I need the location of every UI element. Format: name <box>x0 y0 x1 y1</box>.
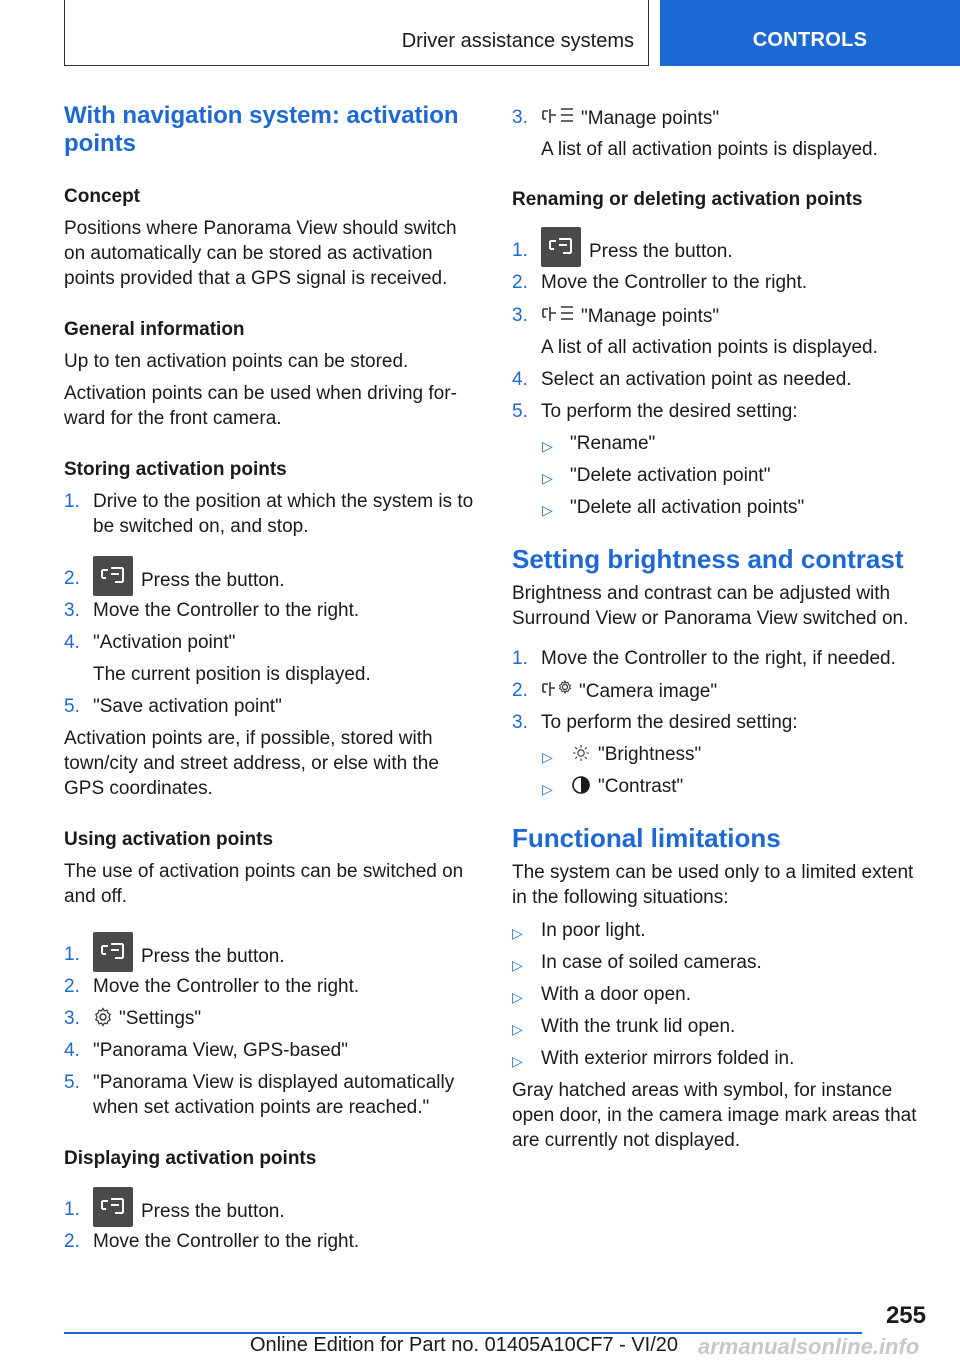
step-text: "Activation point" <box>93 632 236 653</box>
triangle-bullet-icon: ▷ <box>542 438 553 454</box>
paragraph-general-1: Up to ten activation points can be stored. <box>64 351 409 372</box>
step-number: 3. <box>512 107 528 128</box>
step-number: 3. <box>64 600 80 621</box>
step-number: 4. <box>64 632 80 653</box>
step-number: 1. <box>64 491 80 512</box>
step-number: 2. <box>64 1231 80 1252</box>
paragraph-limitations-note: Gray hatched areas with symbol, for instance open door, in the camera image mark areas that are currently not displayed. <box>512 1080 917 1151</box>
triangle-bullet-icon: ▷ <box>512 957 523 973</box>
triangle-bullet-icon: ▷ <box>542 749 553 765</box>
step-text: Press the button. <box>141 946 285 967</box>
header-section-box <box>64 0 649 66</box>
brightness-icon <box>570 743 592 770</box>
step-text: Move the Controller to the right. <box>93 976 360 997</box>
option-text: "Contrast" <box>598 776 684 797</box>
triangle-bullet-icon: ▷ <box>512 1053 523 1069</box>
step-text: A list of all activation points is displayed. <box>541 337 878 358</box>
option-text: "Delete activation point" <box>570 465 771 486</box>
limitation-text: With a door open. <box>541 984 691 1005</box>
heading-using: Using activation points <box>64 829 274 850</box>
heading-concept: Concept <box>64 186 140 207</box>
paragraph-brightness: Brightness and contrast can be adjusted with Surround View or Panorama View switched on. <box>512 583 909 629</box>
step-text: "Settings" <box>119 1008 202 1029</box>
camera-image-icon <box>541 678 573 707</box>
triangle-bullet-icon: ▷ <box>512 925 523 941</box>
triangle-bullet-icon: ▷ <box>512 1021 523 1037</box>
step-text: Move the Controller to the right, if needed. <box>541 648 896 669</box>
watermark: armanualsonline.info <box>698 1334 920 1359</box>
heading-renaming: Renaming or deleting activation points <box>512 189 863 210</box>
step-number: 2. <box>512 272 528 293</box>
heading-displaying: Displaying activation points <box>64 1148 317 1169</box>
triangle-bullet-icon: ▷ <box>512 989 523 1005</box>
step-text: Select an activation point as needed. <box>541 369 852 390</box>
step-text: To perform the desired setting: <box>541 401 798 422</box>
camera-button-icon <box>93 932 133 972</box>
step-text: "Panorama View, GPS-based" <box>93 1040 348 1061</box>
paragraph-limitations: The system can be used only to a limited extent in the following situations: <box>512 862 914 908</box>
step-text: Press the button. <box>141 1201 285 1222</box>
triangle-bullet-icon: ▷ <box>542 781 553 797</box>
section-title-functional-limitations: Functional limitations <box>512 823 781 853</box>
section-title-activation-points: With navigation system: activation points <box>64 102 459 157</box>
gear-icon <box>93 1007 113 1034</box>
paragraph-concept: Positions where Panorama View should switch on automatically can be stored as activation points provided that a GPS signal is received. <box>64 218 457 289</box>
step-number: 3. <box>512 712 528 733</box>
step-text: The current position is displayed. <box>93 664 371 685</box>
step-text: "Save activation point" <box>93 696 282 717</box>
limitation-text: In case of soiled cameras. <box>541 952 762 973</box>
step-content <box>93 1006 482 1034</box>
heading-storing: Storing activation points <box>64 459 287 480</box>
step-text: Drive to the position at which the system is to be switched on, and stop. <box>93 491 474 537</box>
step-number: 1. <box>512 648 528 669</box>
step-text: Press the button. <box>589 241 733 262</box>
manage-points-icon <box>541 105 575 134</box>
step-content <box>541 678 928 707</box>
step-number: 1. <box>64 1199 80 1220</box>
option-content <box>570 774 928 802</box>
step-text: "Panorama View is displayed automatically when set activation points are reached." <box>93 1072 455 1118</box>
step-text: "Manage points" <box>581 306 720 327</box>
section-title-brightness: Setting brightness and contrast <box>512 544 904 574</box>
step-number: 1. <box>64 944 80 965</box>
header-section-title: Driver assistance systems <box>401 30 634 52</box>
step-number: 4. <box>64 1040 80 1061</box>
step-text: Press the button. <box>141 570 285 591</box>
step-number: 3. <box>512 305 528 326</box>
triangle-bullet-icon: ▷ <box>542 470 553 486</box>
step-number: 2. <box>512 680 528 701</box>
step-content <box>541 227 928 267</box>
limitation-text: With exterior mirrors folded in. <box>541 1048 795 1069</box>
step-text: To perform the desired setting: <box>541 712 798 733</box>
step-content <box>93 932 482 972</box>
step-content <box>93 1187 482 1227</box>
step-text: "Manage points" <box>581 108 720 129</box>
header-chapter-label: CONTROLS <box>752 29 868 51</box>
paragraph-storing: Activation points are, if possible, stored with town/city and street address, or else with the GPS coordinates. <box>64 728 439 799</box>
step-number: 4. <box>512 369 528 390</box>
footer-edition: Online Edition for Part no. 01405A10CF7 - VI/20 <box>250 1334 679 1356</box>
option-text: "Brightness" <box>598 744 702 765</box>
step-number: 5. <box>64 1072 80 1093</box>
step-number: 5. <box>64 696 80 717</box>
header-chapter-tab <box>660 0 960 66</box>
option-text: "Delete all activation points" <box>570 497 805 518</box>
step-text: Move the Controller to the right. <box>93 1231 360 1252</box>
camera-button-icon <box>93 556 133 596</box>
step-text: A list of all activation points is displayed. <box>541 139 878 160</box>
option-content <box>570 742 928 770</box>
limitation-text: With the trunk lid open. <box>541 1016 736 1037</box>
paragraph-using: The use of activation points can be switched on and off. <box>64 861 464 907</box>
step-number: 3. <box>64 1008 80 1029</box>
step-number: 5. <box>512 401 528 422</box>
camera-button-icon <box>541 227 581 267</box>
manage-points-icon <box>541 303 575 332</box>
step-text: "Camera image" <box>579 681 718 702</box>
step-content <box>93 556 482 596</box>
camera-button-icon <box>93 1187 133 1227</box>
step-number: 2. <box>64 568 80 589</box>
step-text: Move the Controller to the right. <box>541 272 808 293</box>
paragraph-general-2: Activation points can be used when driving forward for the front camera. <box>64 383 457 429</box>
triangle-bullet-icon: ▷ <box>542 502 553 518</box>
heading-general-information: General information <box>64 319 245 340</box>
step-number: 2. <box>64 976 80 997</box>
contrast-icon <box>570 775 592 802</box>
step-text: Move the Controller to the right. <box>93 600 360 621</box>
option-text: "Rename" <box>570 433 656 454</box>
step-content <box>541 105 928 134</box>
page-number: 255 <box>885 1302 926 1329</box>
step-number: 1. <box>512 240 528 261</box>
limitation-text: In poor light. <box>541 920 646 941</box>
step-content <box>541 303 928 332</box>
